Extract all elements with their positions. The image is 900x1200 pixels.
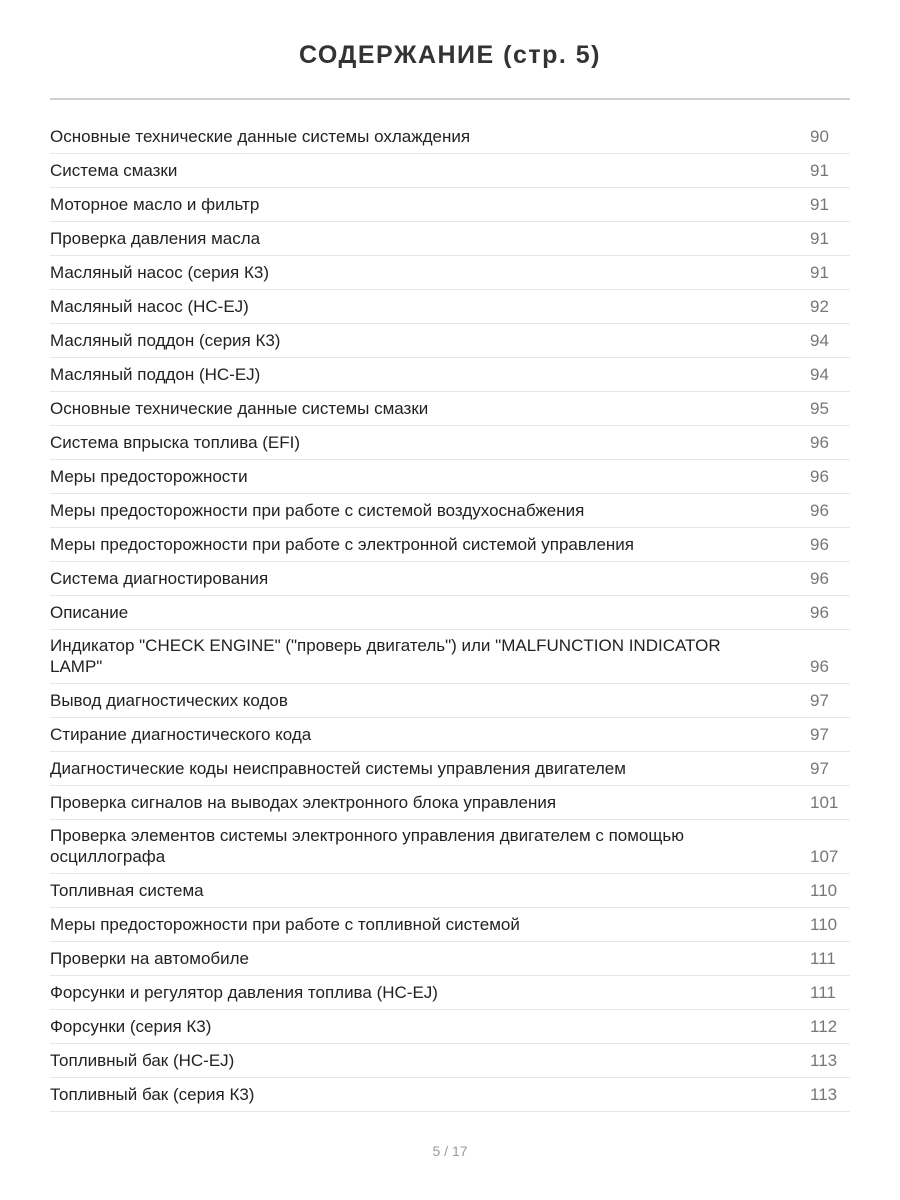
toc-entry-page: 96 (810, 433, 829, 452)
toc-entry-page: 96 (810, 569, 829, 588)
toc-entry[interactable] (50, 942, 850, 976)
toc-entry[interactable] (50, 222, 850, 256)
toc-entry[interactable] (50, 1044, 850, 1078)
toc-entry[interactable] (50, 392, 850, 426)
toc-entry[interactable] (50, 324, 850, 358)
toc-entry-page: 97 (810, 691, 829, 710)
toc-entry-title: Проверка элементов системы электронного управления двигателем с помощью осциллографа (50, 826, 684, 866)
toc-entry-title: Стирание диагностического кода (50, 725, 312, 744)
toc-entry-title: Меры предосторожности при работе с топливной системой (50, 915, 520, 934)
toc-entry-page: 91 (810, 161, 829, 180)
toc-list (50, 120, 850, 1112)
toc-entry-title: Масляный поддон (серия К3) (50, 331, 281, 350)
toc-entry[interactable] (50, 1078, 850, 1112)
toc-entry-title: Масляный насос (HC-EJ) (50, 297, 249, 316)
toc-entry[interactable] (50, 908, 850, 942)
toc-entry-title: Проверка сигналов на выводах электронного блока управления (50, 793, 557, 812)
toc-entry[interactable] (50, 494, 850, 528)
toc-entry-title: Топливный бак (серия К3) (50, 1085, 255, 1104)
toc-entry[interactable] (50, 426, 850, 460)
toc-entry[interactable] (50, 120, 850, 154)
toc-entry-title: Проверки на автомобиле (50, 949, 250, 968)
toc-entry[interactable] (50, 718, 850, 752)
toc-entry-title: Масляный поддон (HC-EJ) (50, 365, 261, 384)
toc-entry[interactable] (50, 154, 850, 188)
toc-entry-title: Проверка давления масла (50, 229, 261, 248)
page-indicator: 5 / 17 (432, 1143, 468, 1159)
toc-entry[interactable] (50, 1010, 850, 1044)
toc-entry-page: 96 (810, 467, 829, 486)
toc-entry[interactable] (50, 358, 850, 392)
toc-entry-page: 111 (810, 983, 836, 1002)
toc-entry[interactable] (50, 562, 850, 596)
toc-entry-title: Топливная система (50, 881, 204, 900)
toc-entry[interactable] (50, 976, 850, 1010)
toc-entry-page: 97 (810, 759, 829, 778)
toc-entry-page: 101 (810, 793, 839, 812)
toc-entry-page: 96 (810, 501, 829, 520)
toc-entry-page: 110 (810, 915, 838, 934)
toc-entry[interactable] (50, 290, 850, 324)
page-title: СОДЕРЖАНИЕ (стр. 5) (298, 41, 602, 69)
toc-entry-page: 113 (810, 1085, 838, 1104)
toc-entry-page: 110 (810, 881, 838, 900)
toc-entry-title: Меры предосторожности (50, 467, 248, 486)
toc-entry-page: 96 (810, 603, 829, 622)
toc-entry-title: Диагностические коды неисправностей системы управления двигателем (50, 759, 626, 778)
toc-entry[interactable] (50, 820, 850, 874)
toc-entry-title: Меры предосторожности при работе с системой воздухоснабжения (50, 501, 585, 520)
toc-entry-title: Масляный насос (серия К3) (50, 263, 269, 282)
toc-entry-title: Меры предосторожности при работе с электронной системой управления (50, 535, 634, 554)
toc-entry-page: 90 (810, 127, 829, 146)
toc-entry-title: Форсунки и регулятор давления топлива (HC-EJ) (50, 983, 438, 1002)
toc-entry-title: Индикатор "CHECK ENGINE" ("проверь двигатель") или "MALFUNCTION INDICATOR LAMP" (50, 636, 721, 676)
toc-entry-title: Основные технические данные системы смазки (50, 399, 429, 418)
title-divider (50, 98, 850, 100)
toc-entry-title: Система диагностирования (50, 569, 269, 588)
toc-entry[interactable] (50, 752, 850, 786)
toc-entry-page: 96 (810, 657, 829, 676)
toc-entry-title: Топливный бак (HC-EJ) (50, 1051, 235, 1070)
toc-entry[interactable] (50, 188, 850, 222)
toc-entry-title: Описание (50, 603, 129, 622)
toc-entry[interactable] (50, 684, 850, 718)
toc-entry-title: Моторное масло и фильтр (50, 195, 260, 214)
toc-entry-page: 94 (810, 365, 829, 384)
toc-entry-page: 91 (810, 195, 829, 214)
toc-entry[interactable] (50, 630, 850, 684)
toc-entry-page: 97 (810, 725, 829, 744)
toc-entry-title: Система впрыска топлива (EFI) (50, 433, 301, 452)
toc-entry[interactable] (50, 528, 850, 562)
toc-entry-page: 91 (810, 229, 829, 248)
toc-entry-title: Система смазки (50, 161, 178, 180)
toc-entry-page: 113 (810, 1051, 838, 1070)
toc-entry[interactable] (50, 596, 850, 630)
toc-entry-title: Вывод диагностических кодов (50, 691, 288, 710)
toc-entry-page: 112 (810, 1017, 838, 1036)
toc-entry[interactable] (50, 460, 850, 494)
toc-entry-page: 107 (810, 847, 839, 866)
toc-entry-page: 91 (810, 263, 829, 282)
toc-entry[interactable] (50, 256, 850, 290)
toc-entry-page: 92 (810, 297, 829, 316)
toc-entry-page: 94 (810, 331, 829, 350)
toc-entry[interactable] (50, 786, 850, 820)
toc-entry-title: Основные технические данные системы охлаждения (50, 127, 471, 146)
toc-entry-page: 96 (810, 535, 829, 554)
toc-entry-page: 95 (810, 399, 829, 418)
toc-entry-title: Форсунки (серия К3) (50, 1017, 212, 1036)
toc-entry-page: 111 (810, 949, 836, 968)
toc-entry[interactable] (50, 874, 850, 908)
